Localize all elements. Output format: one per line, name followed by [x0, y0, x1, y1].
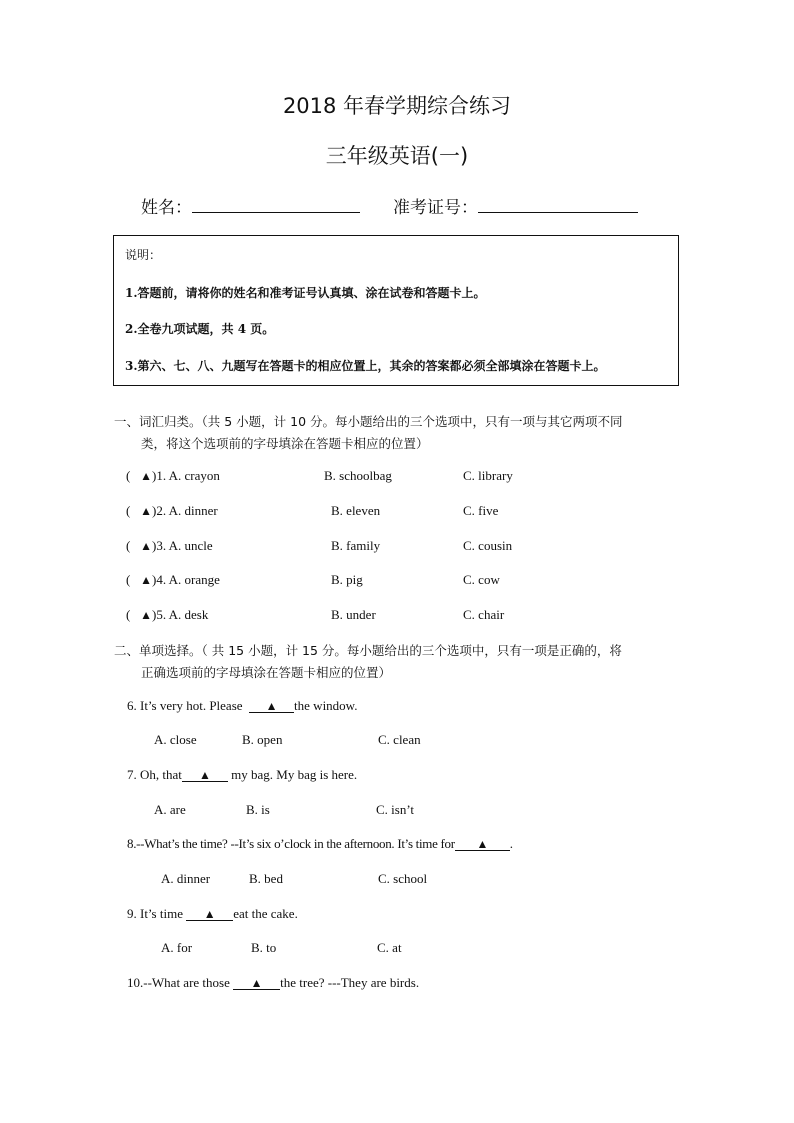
option-b: B. pig: [331, 572, 363, 587]
question-stem: 8.--What’s the time? --It’s six o’clock in the afternoon. It’s time for: [127, 836, 455, 851]
triangle-mark: ▲: [140, 573, 152, 587]
option-c: C. cow: [463, 572, 500, 587]
triangle-mark: ▲: [250, 976, 263, 990]
option-a: A. close: [154, 732, 197, 747]
question-row: [127, 767, 357, 783]
name-field-group: [141, 193, 360, 218]
section1-heading: 一、词汇归类。（共 5 小题，计 10 分。每小题给出的三个选项中，只有一项与其它两项不同: [114, 414, 623, 429]
question-row: [126, 607, 208, 623]
question-row: [127, 906, 298, 922]
exam-subtitle: 三年级英语(一): [325, 144, 469, 168]
question-stem: )5. A. desk: [151, 607, 209, 622]
section2-heading-cont: 正确选项前的字母填涂在答题卡相应的位置）: [141, 665, 392, 680]
option-b: B. schoolbag: [324, 468, 392, 483]
question-row: [127, 698, 357, 714]
paren: (: [126, 503, 131, 518]
question-stem-end: eat the cake.: [233, 906, 298, 921]
option-c: C. isn’t: [376, 802, 415, 817]
question-stem: 6. It’s very hot. Please: [127, 698, 246, 713]
question-stem: )2. A. dinner: [151, 503, 218, 518]
answer-blank: [186, 908, 233, 921]
question-stem: )1. A. crayon: [151, 468, 220, 483]
option-c: C. cousin: [463, 538, 513, 553]
instruction-item: 1.答题前，请将你的姓名和准考证号认真填、涂在试卷和答题卡上。: [125, 286, 486, 300]
question-stem: )4. A. orange: [151, 572, 220, 587]
instruction-item: 3.第六、七、八、九题写在答题卡的相应位置上，其余的答案都必须全部填涂在答题卡上。: [125, 359, 606, 373]
option-a: A. dinner: [161, 871, 211, 886]
question-row: [127, 975, 419, 991]
exam-id-blank: [478, 196, 638, 213]
option-b: B. under: [331, 607, 376, 622]
triangle-mark: ▲: [140, 608, 152, 622]
name-blank: [192, 196, 360, 213]
option-b: B. open: [242, 732, 283, 747]
triangle-mark: ▲: [140, 504, 152, 518]
exam-id-field-group: [393, 193, 638, 218]
question-row: [126, 468, 220, 484]
triangle-mark: ▲: [203, 907, 216, 921]
exam-id-label: 准考证号：: [393, 198, 478, 218]
answer-blank: [455, 838, 510, 851]
option-c: C. library: [463, 468, 513, 483]
paren: (: [126, 572, 131, 587]
instructions-box: [113, 235, 679, 386]
question-stem-end: the window.: [294, 698, 358, 713]
option-c: C. chair: [463, 607, 505, 622]
question-stem-end: .: [509, 836, 513, 851]
answer-blank: [182, 769, 228, 782]
option-b: B. is: [246, 802, 270, 817]
option-a: A. are: [154, 802, 186, 817]
answer-blank: [249, 700, 294, 713]
option-a: A. for: [161, 940, 193, 955]
exam-title: 2018 年春学期综合练习: [282, 94, 512, 118]
name-label: 姓名：: [141, 198, 192, 218]
option-c: C. five: [463, 503, 499, 518]
option-b: B. eleven: [331, 503, 381, 518]
option-b: B. family: [331, 538, 381, 553]
answer-blank: [233, 977, 280, 990]
question-row: [126, 572, 220, 588]
question-stem: 7. Oh, that: [127, 767, 182, 782]
question-stem-end: my bag. My bag is here.: [227, 767, 358, 782]
paren: (: [126, 538, 131, 553]
question-stem: )3. A. uncle: [151, 538, 213, 553]
option-c: C. at: [377, 940, 402, 955]
paren: (: [126, 468, 131, 483]
instructions-heading: 说明：: [125, 248, 162, 262]
question-stem-end: the tree? ---They are birds.: [280, 975, 420, 990]
option-c: C. clean: [378, 732, 421, 747]
section1-heading-cont: 类，将这个选项前的字母填涂在答题卡相应的位置）: [141, 436, 429, 451]
section2-heading: 二、单项选择。（ 共 15 小题，计 15 分。每小题给出的三个选项中，只有一项是正确的，将: [114, 643, 622, 658]
paren: (: [126, 607, 131, 622]
question-stem: 10.--What are those: [127, 975, 234, 990]
question-stem: 9. It’s time: [127, 906, 187, 921]
question-row: [126, 503, 218, 519]
triangle-mark: ▲: [198, 768, 211, 782]
triangle-mark: ▲: [140, 539, 152, 553]
option-b: B. bed: [249, 871, 283, 886]
triangle-mark: ▲: [140, 469, 152, 483]
option-b: B. to: [251, 940, 277, 955]
option-c: C. school: [378, 871, 428, 886]
question-row: [127, 836, 513, 852]
triangle-mark: ▲: [476, 837, 489, 851]
question-row: [126, 538, 213, 554]
triangle-mark: ▲: [265, 699, 278, 713]
instruction-item: 2.全卷九项试题，共 4 页。: [125, 322, 275, 336]
